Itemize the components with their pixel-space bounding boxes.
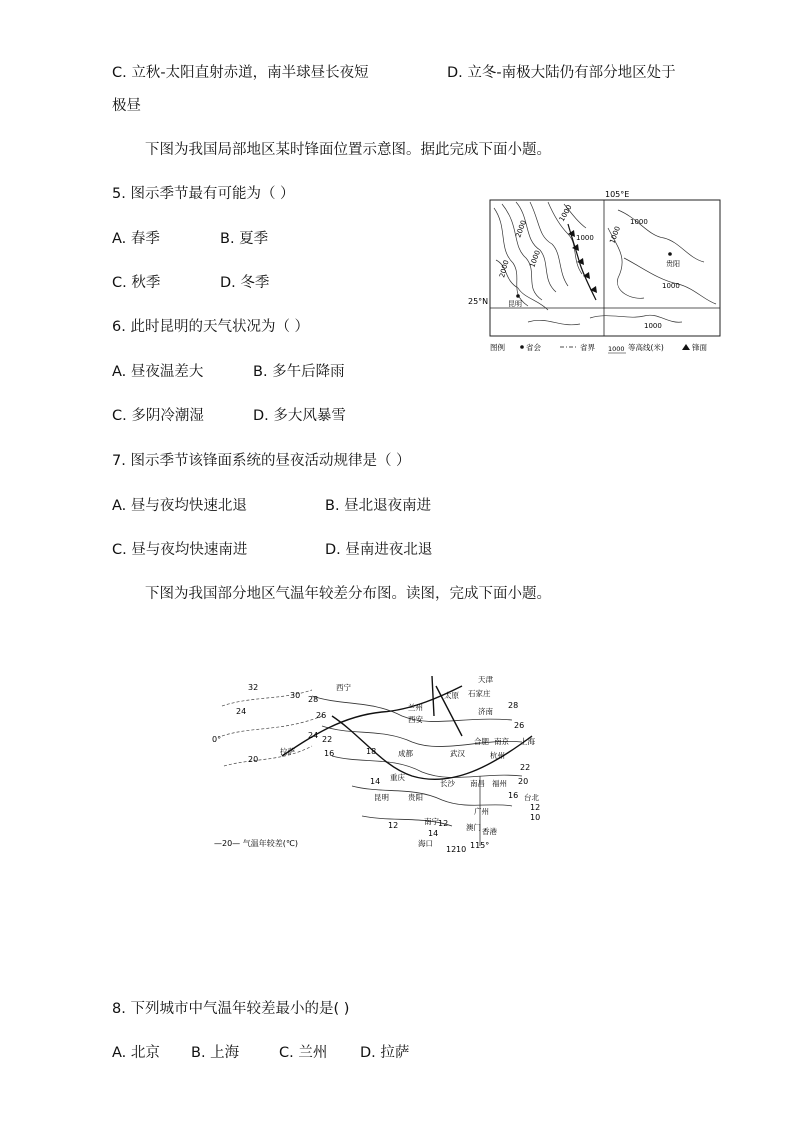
svg-text:南京: 南京 [494,737,509,746]
svg-text:14: 14 [370,777,381,786]
map1-latitude-label: 25°N [468,297,489,306]
svg-text:12: 12 [438,819,449,828]
boundary-lines [282,676,532,779]
q6-option-d: D. 多大风暴雪 [253,408,346,424]
svg-text:14: 14 [428,829,439,838]
question-6-stem: 6. 此时昆明的天气状况为（ ） [112,319,310,335]
svg-text:18: 18 [366,747,377,756]
option-c: C. 立秋-太阳直射赤道，南半球昼长夜短 [112,65,369,81]
svg-text:石家庄: 石家庄 [468,689,491,698]
svg-text:长沙: 长沙 [440,779,455,788]
q5-option-c: C. 秋季 [112,275,161,291]
map2-longitude-label: 115° [470,841,490,850]
kunming-label: 昆明 [508,300,522,308]
svg-text:等高线(米): 等高线(米) [628,343,664,352]
svg-text:广州: 广州 [474,807,489,816]
front-position-map [468,188,728,356]
svg-text:兰州: 兰州 [408,703,423,712]
city-labels [280,676,539,848]
contour-lines [494,202,716,325]
svg-text:26: 26 [514,721,525,730]
contour-label: 1000 [557,203,574,223]
svg-text:省会: 省会 [526,343,541,352]
svg-text:西安: 西安 [408,715,423,724]
contour-label: 1000 [608,225,622,245]
svg-text:台北: 台北 [524,793,539,802]
svg-text:26: 26 [316,711,327,720]
temperature-range-map [212,676,544,854]
q7-option-c: C. 昼与夜均快速南进 [112,542,248,558]
contour-label: 2000 [498,259,511,279]
q7-option-a: A. 昼与夜均快速北退 [112,498,247,514]
question-5-stem: 5. 图示季节最有可能为（ ） [112,186,295,202]
svg-text:西宁: 西宁 [336,683,351,692]
q6-option-a: A. 昼夜温差大 [112,364,204,380]
svg-text:24: 24 [308,731,319,740]
q8-option-b: B. 上海 [191,1045,240,1061]
option-d-continued: 极昼 [112,98,141,114]
contour-label: 1000 [576,234,594,242]
svg-text:16: 16 [508,791,519,800]
svg-text:16: 16 [324,749,335,758]
svg-text:0°: 0° [212,735,222,744]
q5-option-d: D. 冬季 [220,275,270,291]
isolines-dashed [222,690,322,766]
svg-text:成都: 成都 [398,749,413,758]
q8-option-d: D. 拉萨 [360,1045,410,1061]
svg-text:杭州: 杭州 [490,751,505,760]
svg-text:32: 32 [248,683,259,692]
contour-label: 1000 [662,282,680,290]
svg-text:香港: 香港 [482,827,497,836]
q7-option-d: D. 昼南进夜北退 [325,542,433,558]
contour-label: 1000 [644,322,662,330]
map1-legend [490,342,707,353]
svg-text:省界: 省界 [580,343,595,352]
svg-text:福州: 福州 [492,779,507,788]
svg-text:武汉: 武汉 [450,749,465,758]
contour-label: 1000 [528,249,542,269]
svg-text:济南: 济南 [478,707,493,716]
svg-text:锋面: 锋面 [692,343,707,352]
guiyang-marker [668,252,672,256]
q8-option-c: C. 兰州 [279,1045,328,1061]
svg-text:图例: 图例 [490,343,505,352]
svg-text:1000: 1000 [608,345,625,353]
svg-text:22: 22 [520,763,531,772]
svg-text:10: 10 [530,813,541,822]
map1-longitude-label: 105°E [605,190,630,199]
q7-option-b: B. 昼北退夜南进 [325,498,432,514]
svg-text:合肥: 合肥 [474,737,489,746]
svg-text:12: 12 [388,821,399,830]
contour-label: 2000 [514,219,528,239]
question-8-stem: 8. 下列城市中气温年较差最小的是( ) [112,1001,350,1017]
svg-text:贵阳: 贵阳 [408,793,423,802]
option-d: D. 立冬-南极大陆仍有部分地区处于 [447,65,676,81]
q6-option-c: C. 多阴冷潮湿 [112,408,204,424]
guiyang-label: 贵阳 [666,260,680,268]
svg-text:20: 20 [248,755,259,764]
svg-text:20: 20 [518,777,529,786]
svg-text:上海: 上海 [520,737,535,746]
svg-text:30: 30 [290,691,301,700]
svg-text:12: 12 [446,845,457,854]
svg-text:南宁: 南宁 [424,817,439,826]
svg-text:10: 10 [456,845,467,854]
svg-text:28: 28 [508,701,519,710]
svg-text:28: 28 [308,695,319,704]
svg-text:澳门: 澳门 [466,823,481,832]
svg-text:太原: 太原 [444,691,459,700]
question-7-stem: 7. 图示季节该锋面系统的昼夜活动规律是（ ） [112,453,411,469]
kunming-marker [516,294,520,298]
q6-option-b: B. 多午后降雨 [253,364,345,380]
map2-legend: —20— 气温年较差(℃) [214,839,298,848]
svg-text:22: 22 [322,735,333,744]
q5-option-a: A. 春季 [112,231,160,247]
intro-front-map: 下图为我国局部地区某时锋面位置示意图。据此完成下面小题。 [145,142,551,158]
svg-text:南昌: 南昌 [470,779,485,788]
svg-text:24: 24 [236,707,247,716]
q5-option-b: B. 夏季 [220,231,269,247]
q8-option-a: A. 北京 [112,1045,160,1061]
intro-temperature-map: 下图为我国部分地区气温年较差分布图。读图，完成下面小题。 [145,586,551,602]
svg-text:12: 12 [530,803,541,812]
contour-label: 1000 [630,218,648,226]
svg-text:海口: 海口 [418,839,433,848]
svg-text:昆明: 昆明 [374,793,389,802]
svg-text:重庆: 重庆 [390,773,405,782]
svg-text:天津: 天津 [478,676,493,684]
svg-text:拉萨: 拉萨 [280,747,295,756]
